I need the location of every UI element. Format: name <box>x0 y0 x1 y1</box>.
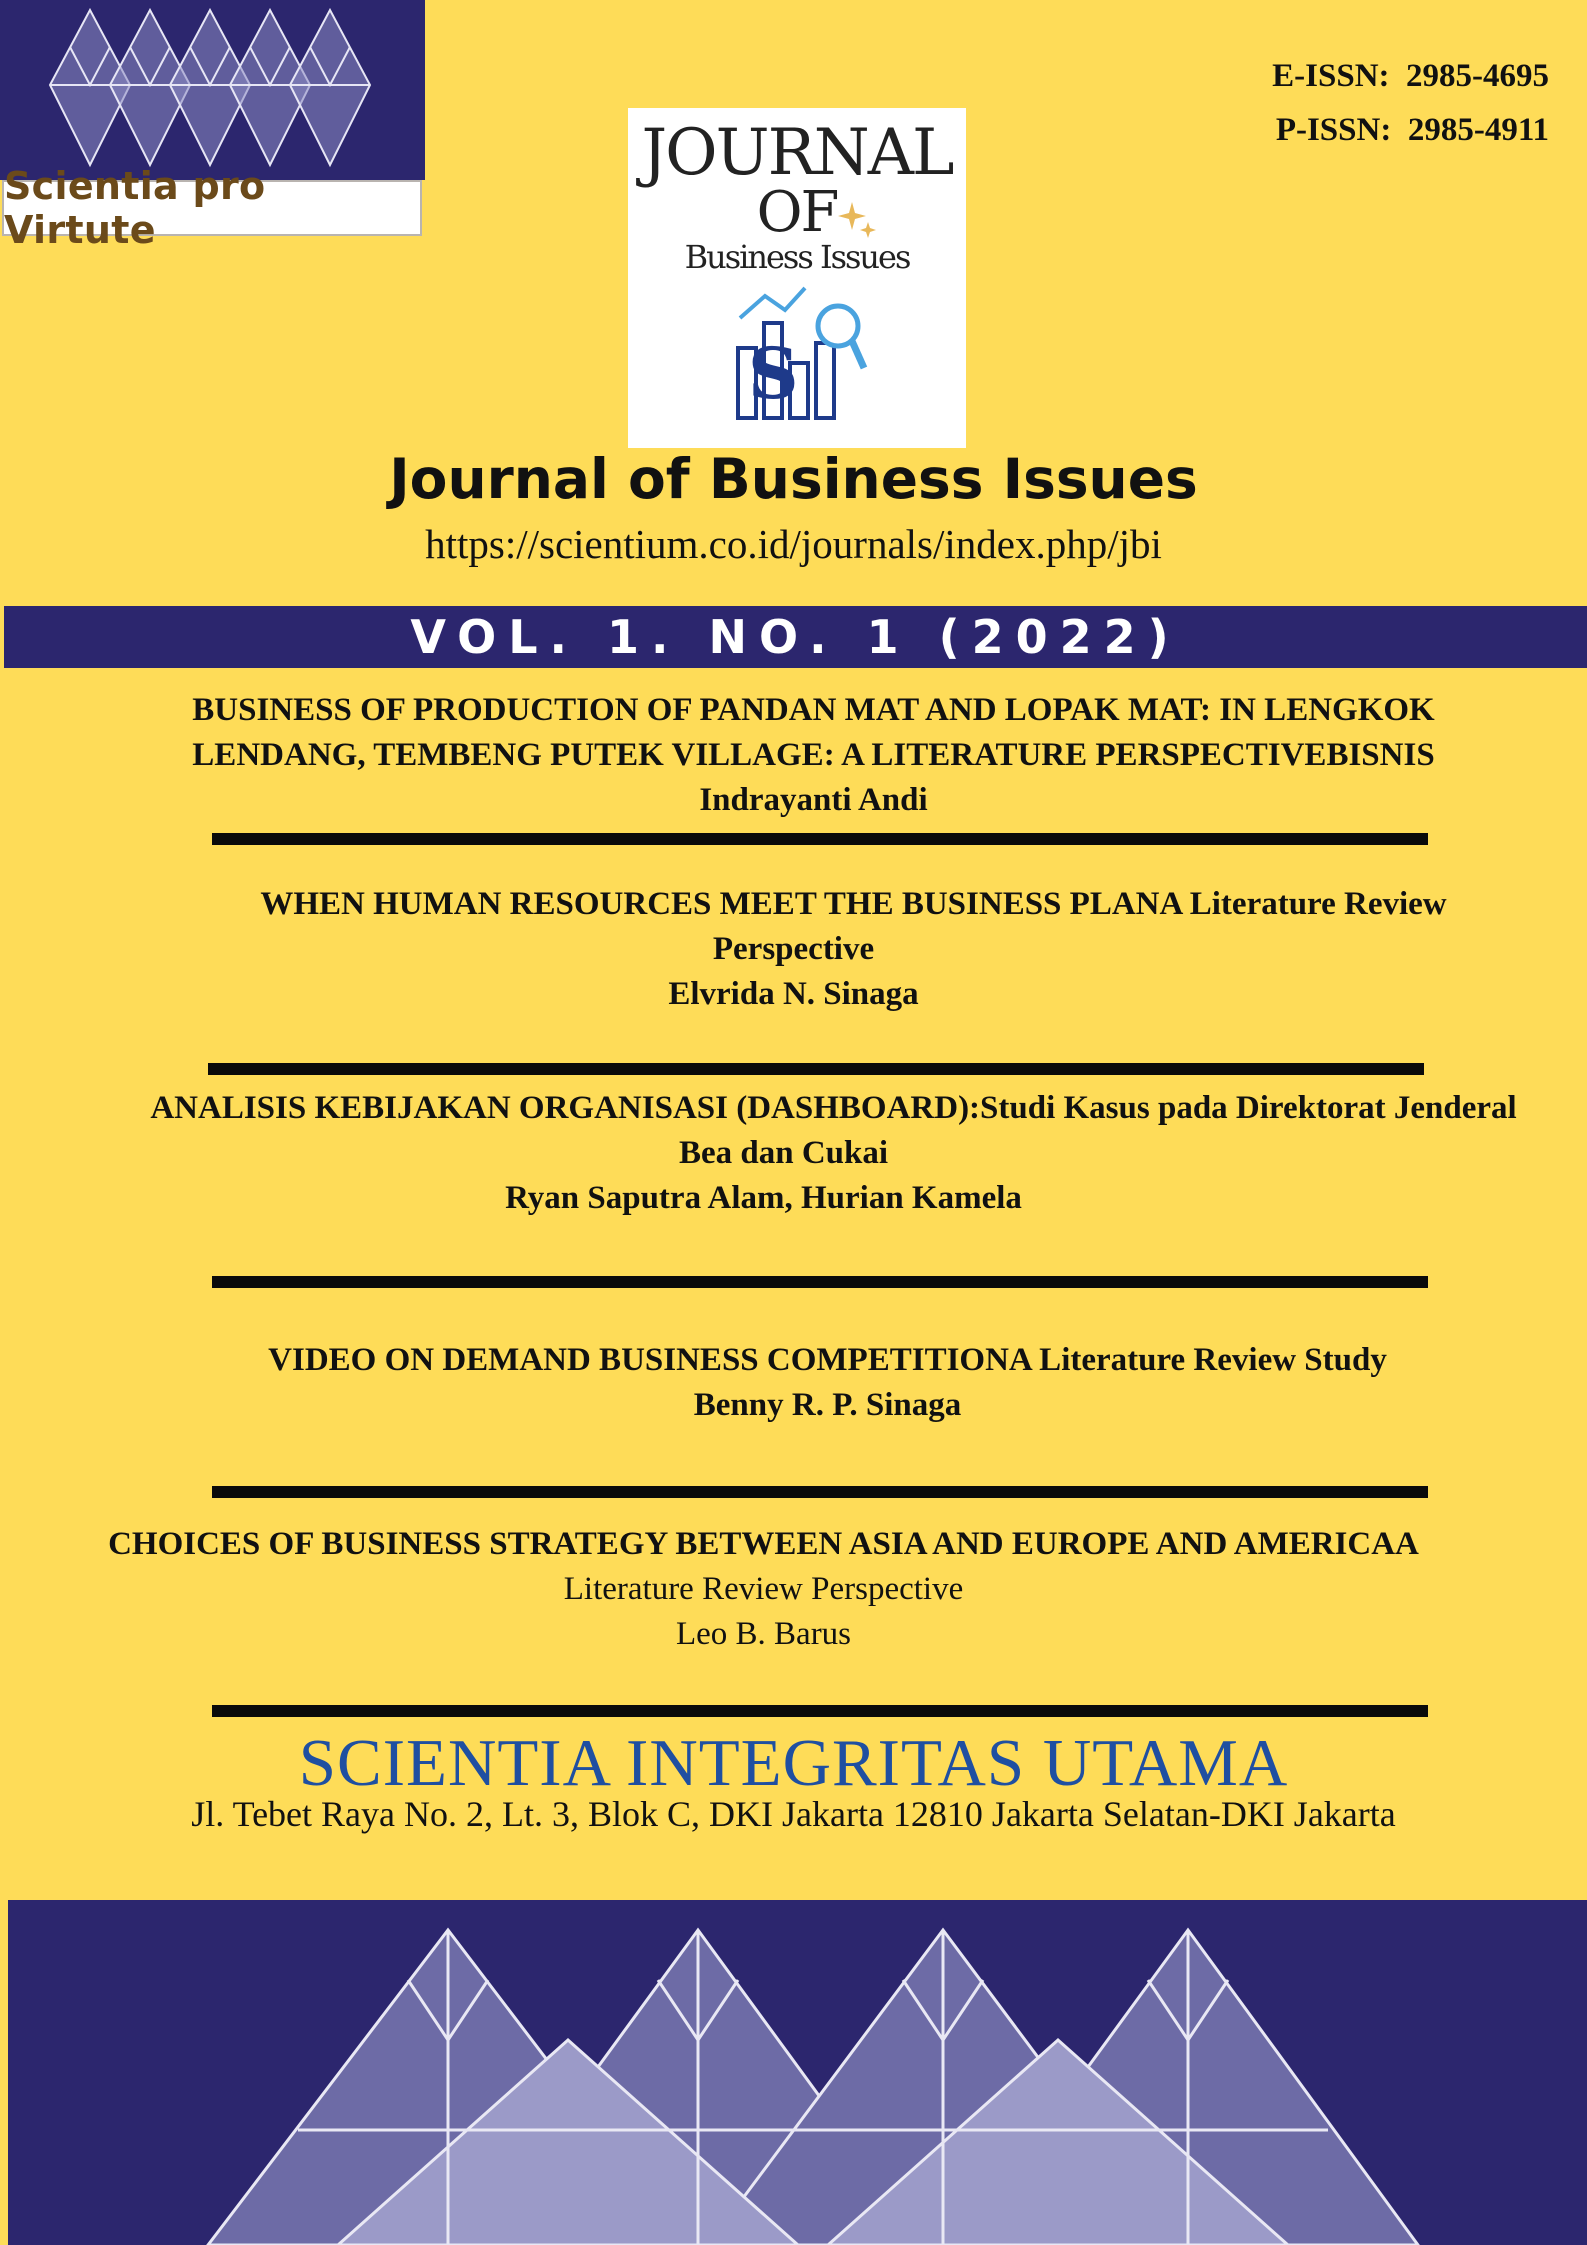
p-issn: P-ISSN: 2985-4911 <box>1275 112 1549 148</box>
volume-bar <box>4 606 1587 668</box>
logo-business-issues-text: Business Issues <box>684 238 910 276</box>
article-1-title-line-1: BUSINESS OF PRODUCTION OF PANDAN MAT AND LOPAK MAT: IN LENGKOK <box>192 692 1435 728</box>
article-separator <box>212 1276 1428 1288</box>
journal-logo <box>628 108 966 448</box>
business-chart-icon <box>730 278 870 428</box>
logo-of-text: OF <box>756 180 838 245</box>
article-3-authors: Ryan Saputra Alam, Hurian Kamela <box>505 1180 1022 1216</box>
article-2-authors: Elvrida N. Sinaga <box>668 976 919 1012</box>
article-5-title-line-2: Literature Review Perspective <box>563 1571 964 1607</box>
article-separator <box>212 1705 1428 1717</box>
e-issn: E-ISSN: 2985-4695 <box>1272 58 1549 94</box>
article-5-authors: Leo B. Barus <box>675 1616 852 1652</box>
publisher-slogan: Scientia pro Virtute <box>4 164 266 252</box>
footer-banner <box>8 1900 1587 2245</box>
svg-text:S: S <box>748 332 799 415</box>
journal-title: Journal of Business Issues <box>389 447 1198 511</box>
article-1-title-line-2: LENDANG, TEMBENG PUTEK VILLAGE: A LITERATURE PERSPECTIVEBISNIS <box>192 737 1435 773</box>
company-name: SCIENTIA INTEGRITAS UTAMA <box>298 1726 1289 1800</box>
logo-journal-text: JOURNAL <box>641 116 953 190</box>
article-separator <box>212 1486 1428 1498</box>
publisher-slogan-box <box>2 164 422 252</box>
diamond-pattern-icon <box>0 0 425 180</box>
journal-url[interactable]: https://scientium.co.id/journals/index.php/jbi <box>425 521 1162 567</box>
pyramid-pattern-icon <box>8 1900 1587 2245</box>
article-3-title-line-2: Bea dan Cukai <box>678 1135 889 1171</box>
article-2-title-line-1: WHEN HUMAN RESOURCES MEET THE BUSINESS PLANA Literature Review <box>260 886 1447 922</box>
publisher-logo <box>0 0 425 252</box>
article-1-authors: Indrayanti Andi <box>699 782 928 818</box>
article-4-title-line-1: VIDEO ON DEMAND BUSINESS COMPETITIONA Literature Review Study <box>268 1342 1387 1378</box>
article-3-title-line-1: ANALISIS KEBIJAKAN ORGANISASI (DASHBOARD):Studi Kasus pada Direktorat Jenderal <box>150 1090 1517 1126</box>
volume-label: VOL. 1. NO. 1 (2022) <box>410 610 1181 664</box>
article-4-authors: Benny R. P. Sinaga <box>693 1387 962 1423</box>
article-2-title-line-2: Perspective <box>712 931 875 967</box>
company-address: Jl. Tebet Raya No. 2, Lt. 3, Blok C, DKI Jakarta 12810 Jakarta Selatan-DKI Jakarta <box>191 1794 1396 1834</box>
sparkle-icon <box>838 200 878 240</box>
publisher-logo-background <box>0 0 425 180</box>
article-separator <box>212 833 1428 845</box>
article-5-title-line-1: CHOICES OF BUSINESS STRATEGY BETWEEN ASIA AND EUROPE AND AMERICAA <box>108 1526 1419 1562</box>
article-separator <box>208 1063 1424 1075</box>
